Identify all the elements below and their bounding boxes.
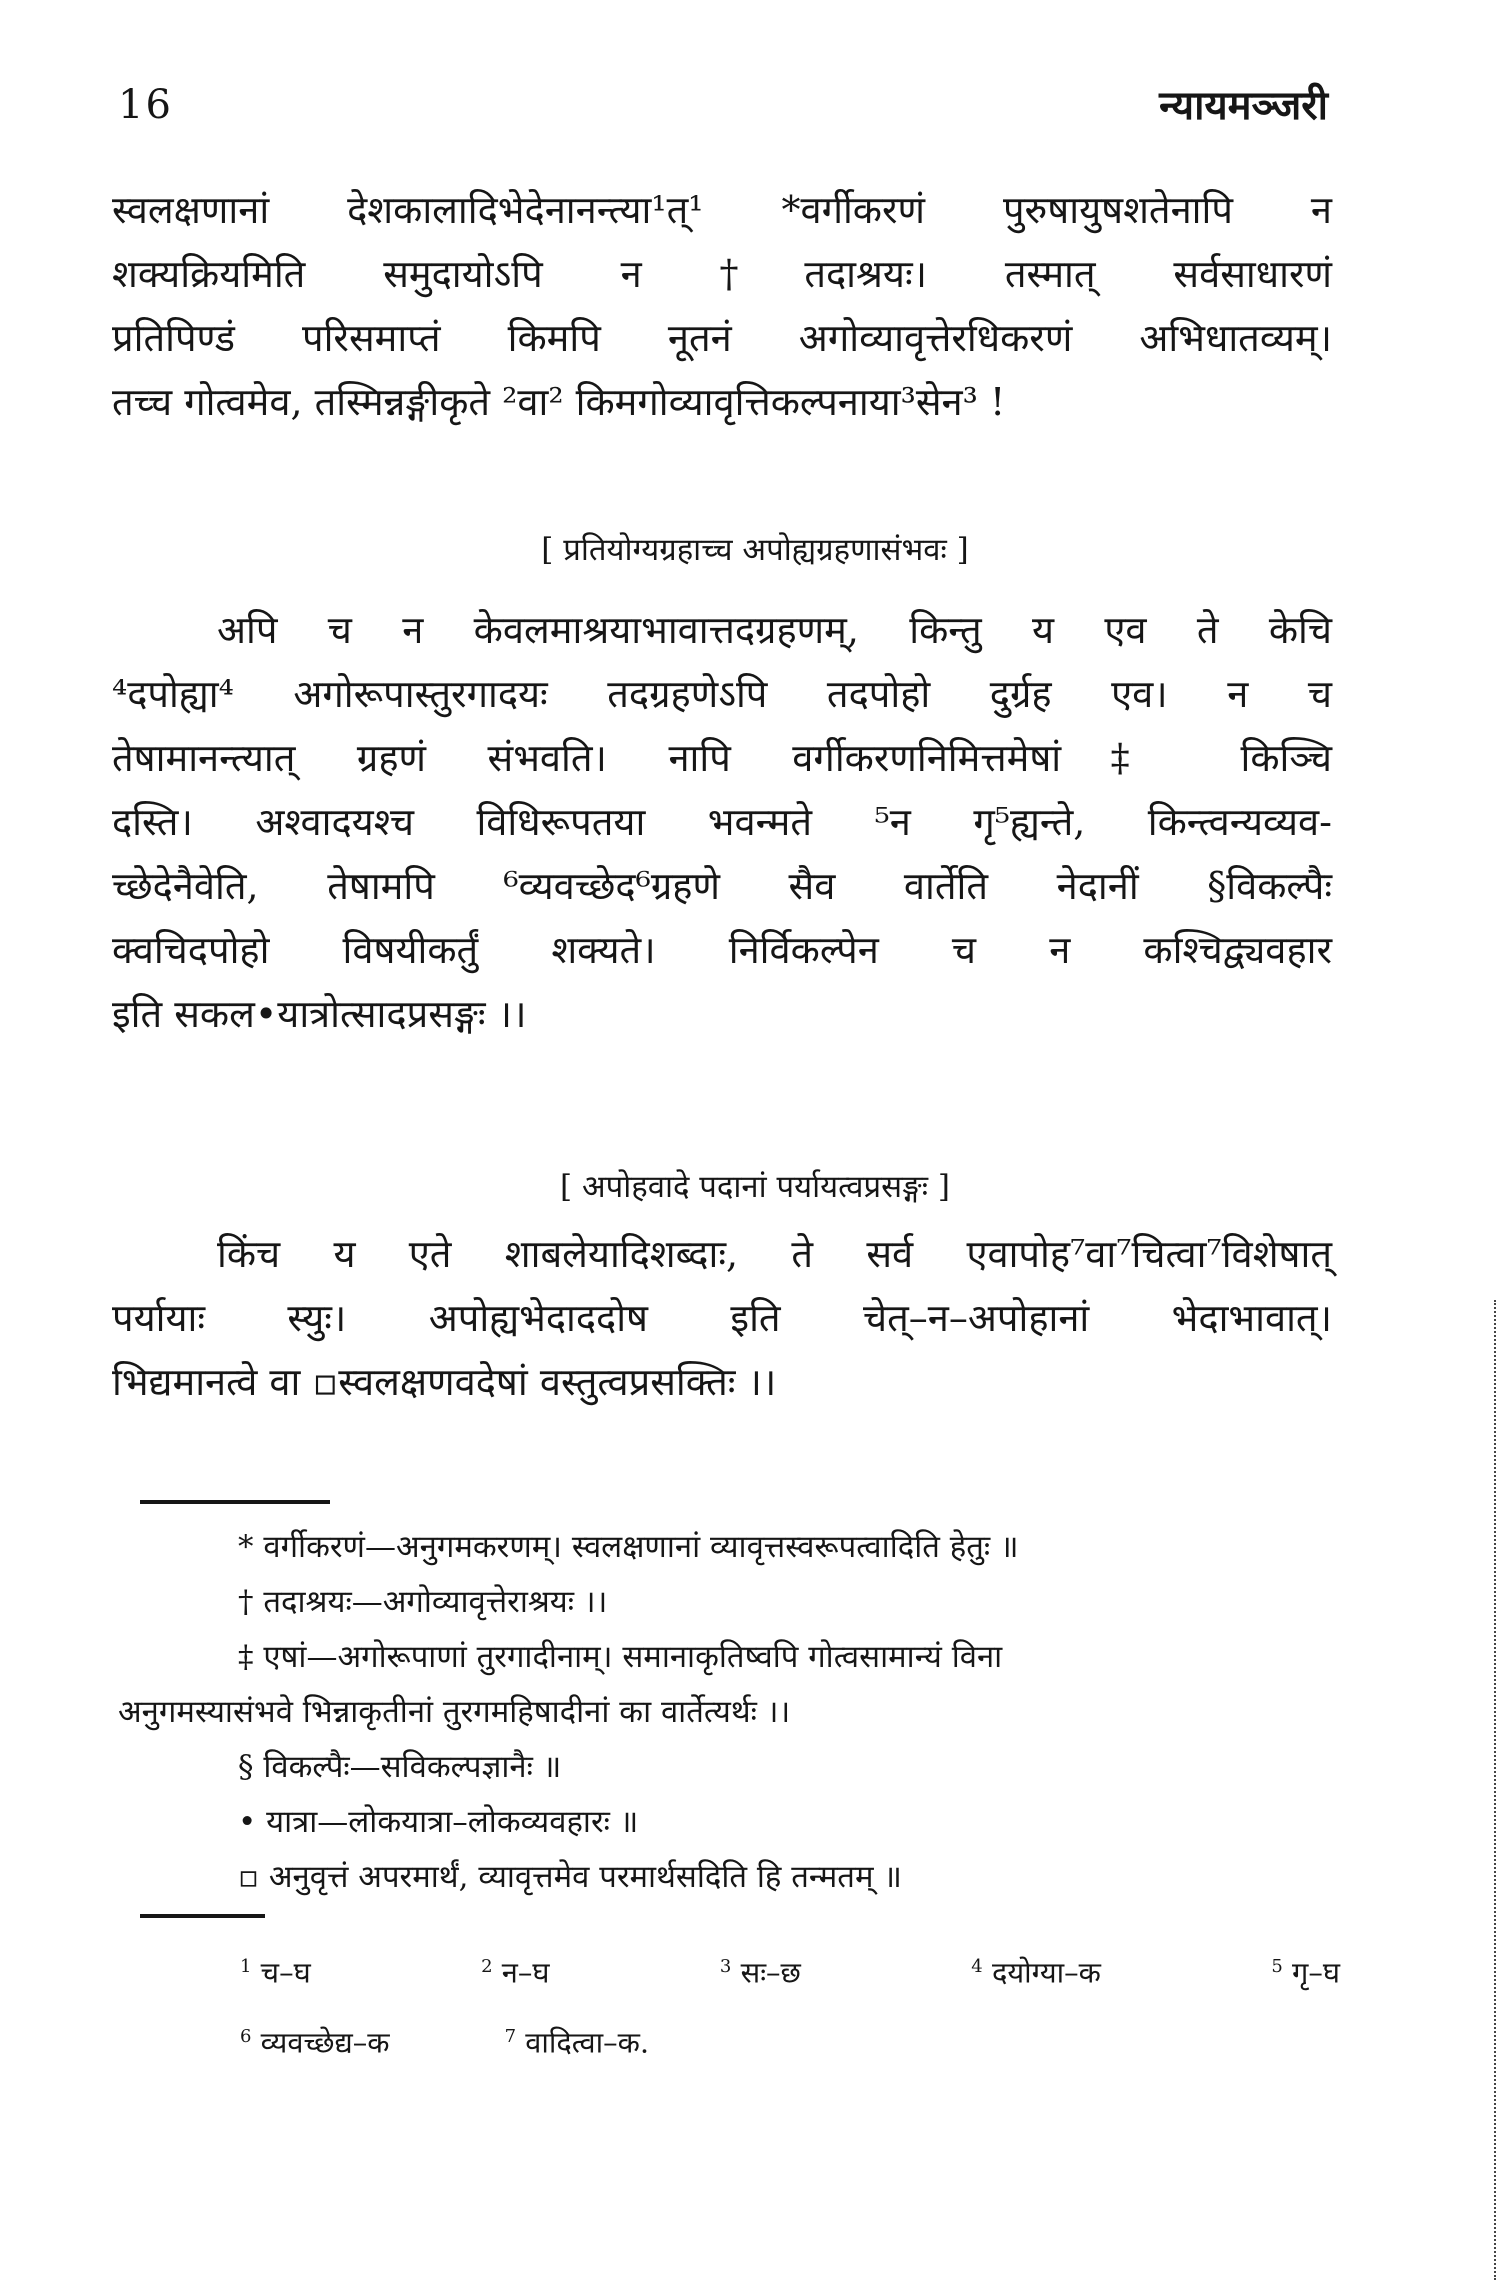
variant-reading bbox=[505, 2005, 650, 2075]
section-heading: [ अपोहवादे पदानां पर्यायत्वप्रसङ्गः ] bbox=[560, 1169, 950, 1205]
variant-number: 4 bbox=[971, 1956, 983, 1977]
text-line: दस्ति। अश्वादयश्च विधिरूपतया भवन्मते ⁵न गृ⁵ह्यन्ते, किन्त्वन्यव्यव- bbox=[112, 800, 1332, 844]
footnote: ▫ अनुवृत्तं अपरमार्थं, व्यावृत्तमेव परमार्थसदिति हि तन्मतम् ॥ bbox=[238, 1859, 902, 1895]
section-heading: [ प्रतियोग्यग्रहाच्च अपोह्यग्रहणासंभवः ] bbox=[541, 532, 969, 568]
variant-number: 3 bbox=[719, 1956, 732, 1977]
footnote: अनुगमस्यासंभवे भिन्नाकृतीनां तुरगमहिषादीनां का वार्तेत्यर्थः ।। bbox=[118, 1694, 791, 1730]
variant-reading bbox=[481, 1935, 549, 2005]
variant-reading bbox=[720, 1935, 801, 2005]
text-line: पर्यायाः स्युः। अपोह्यभेदाददोष इति चेत्–न–अपोहानां भेदाभावात्। bbox=[112, 1296, 1332, 1340]
footnote: * वर्गीकरणं—अनुगमकरणम्। स्वलक्षणानां व्यावृत्तस्वरूपत्वादिति हेतुः ॥ bbox=[238, 1529, 1019, 1565]
text-line: क्वचिदपोहो विषयीकर्तुं शक्यते। निर्विकल्पेन च न कश्चिद्व्यवहार bbox=[112, 928, 1333, 972]
footnote: § विकल्पैः—सविकल्पज्ञानैः ॥ bbox=[238, 1749, 562, 1785]
paragraph-3 bbox=[112, 1222, 1332, 1414]
scan-edge-line bbox=[1494, 1300, 1496, 2280]
variant-text: गृ–घ bbox=[1292, 1955, 1340, 1990]
footnote-rule bbox=[140, 1500, 330, 1504]
text-line: ⁴दपोह्या⁴ अगोरूपास्तुरगादयः तदग्रहणेऽपि तदपोहो दुर्ग्रह एव। न च bbox=[112, 672, 1332, 716]
variant-number: 2 bbox=[481, 1956, 493, 1977]
variant-rule bbox=[140, 1914, 265, 1918]
text-line: च्छेदेनैवेति, तेषामपि ⁶व्यवच्छेद⁶ग्रहणे सैव वार्तेति नेदानीं §विकल्पैः bbox=[112, 864, 1332, 908]
variant-number: 5 bbox=[1271, 1956, 1283, 1977]
text-line: भिद्यमानत्वे वा ▫स्वलक्षणवदेषां वस्तुत्वप्रसक्तिः ।। bbox=[112, 1360, 777, 1404]
text-line: तच्च गोत्वमेव, तस्मिन्नङ्गीकृते ²वा² किमगोव्यावृत्तिकल्पनाया³सेन³ ! bbox=[112, 380, 1006, 424]
variant-text: वादित्वा–क. bbox=[525, 2025, 650, 2060]
footnote: ‡ एषां—अगोरूपाणां तुरगादीनाम्। समानाकृतिष्वपि गोत्वसामान्यं विना bbox=[238, 1639, 1003, 1675]
running-title: न्यायमञ्जरी bbox=[1159, 82, 1328, 129]
text-line: शक्यक्रियमिति समुदायोऽपि न †तदाश्रयः। तस्मात् सर्वसाधारणं bbox=[112, 252, 1332, 296]
paragraph-2 bbox=[112, 598, 1332, 1046]
variant-reading bbox=[1271, 1935, 1340, 2005]
variant-text: सः–छ bbox=[740, 1955, 801, 1990]
text-line: किंच य एते शाबलेयादिशब्दाः, ते सर्व एवापोह⁷वा⁷चित्वा⁷विशेषात् bbox=[217, 1232, 1332, 1276]
variant-text: व्यवच्छेद्य–क bbox=[260, 2025, 390, 2060]
variant-readings bbox=[240, 1935, 1340, 2074]
page-number: 16 bbox=[118, 82, 173, 128]
footnote: † तदाश्रयः—अगोव्यावृत्तेराश्रयः ।। bbox=[238, 1584, 608, 1620]
variant-number: 7 bbox=[504, 2025, 517, 2047]
footnotes bbox=[118, 1520, 1333, 1905]
text-line: तेषामानन्त्यात् ग्रहणं संभवति। नापि वर्गीकरणनिमित्तमेषां‡ किञ्चि bbox=[112, 736, 1332, 780]
variant-reading bbox=[240, 1935, 311, 2005]
footnote: • यात्रा—लोकयात्रा–लोकव्यवहारः ॥ bbox=[238, 1804, 639, 1840]
variant-text: न–घ bbox=[501, 1955, 550, 1990]
variant-row bbox=[240, 1935, 1340, 2005]
text-line: स्वलक्षणानां देशकालादिभेदेनानन्त्या¹त्¹ *वर्गीकरणं पुरुषायुषशतेनापि न bbox=[112, 188, 1332, 232]
variant-reading bbox=[240, 2005, 390, 2075]
variant-row bbox=[240, 2005, 1340, 2075]
text-line: अपि च न केवलमाश्रयाभावात्तदग्रहणम्, किन्तु य एव ते केचि bbox=[217, 608, 1332, 652]
variant-number: 6 bbox=[240, 2025, 252, 2047]
variant-reading bbox=[971, 1935, 1101, 2005]
variant-text: दयोग्या–क bbox=[991, 1955, 1101, 1990]
variant-text: च–घ bbox=[260, 1955, 311, 1990]
text-line: इति सकल•यात्रोत्सादप्रसङ्गः ।। bbox=[112, 992, 527, 1036]
text-line: प्रतिपिण्डं परिसमाप्तं किमपि नूतनं अगोव्यावृत्तेरधिकरणं अभिधातव्यम्। bbox=[112, 316, 1332, 360]
variant-number: 1 bbox=[240, 1956, 252, 1977]
paragraph-1 bbox=[112, 178, 1332, 434]
